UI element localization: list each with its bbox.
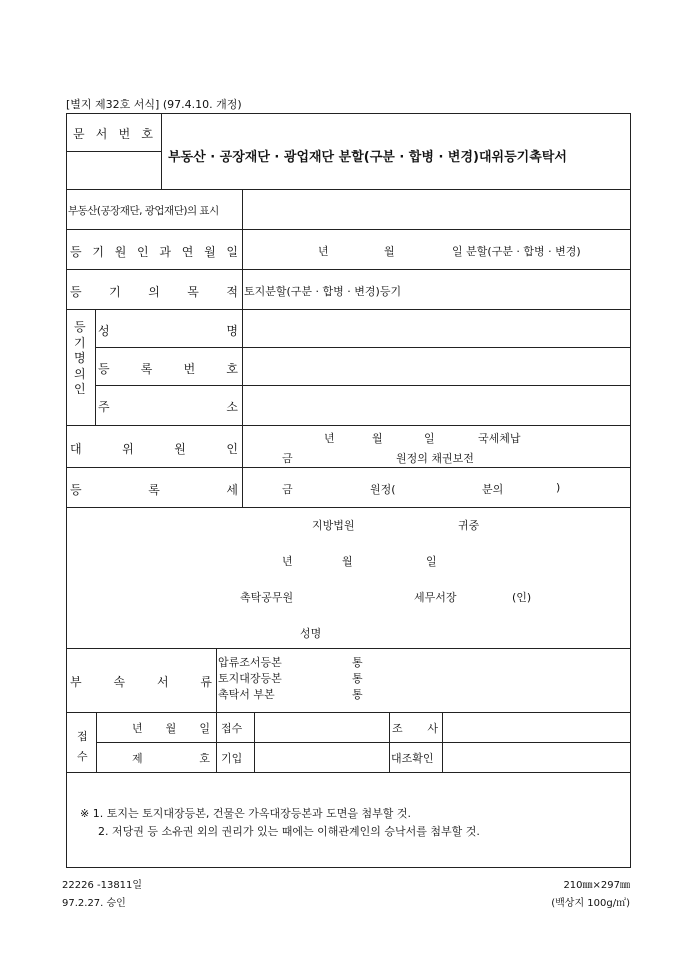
purpose-label: 등 기 의 목 적 — [70, 285, 238, 299]
doc-number-label: 문 서 번 호 — [73, 127, 153, 141]
attachment-item: 촉탁서 부본 — [218, 688, 275, 701]
cause-day-suffix: 일 분할(구분 · 합병 · 변경) — [452, 245, 581, 258]
divider — [66, 269, 631, 270]
subrogation-year: 년 — [324, 432, 335, 445]
subrogation-month: 월 — [372, 432, 383, 445]
attachments-label: 부 속 서 류 — [70, 675, 212, 689]
divider — [66, 648, 631, 649]
nominee-address-label: 주 소 — [98, 400, 238, 414]
nominee-name-label: 성 명 — [98, 324, 238, 338]
official-label: 촉탁공무원 — [240, 591, 294, 604]
chief-label: 세무서장 — [414, 591, 457, 604]
divider — [254, 712, 255, 772]
receipt-number-cells: 제 호 — [132, 752, 210, 765]
divider — [66, 229, 631, 230]
divider — [66, 309, 631, 310]
form-code: 22226 -13811일 — [62, 880, 143, 891]
cause-date-label: 등 기 원 인 과 연 월 일 — [70, 245, 238, 259]
divider — [66, 467, 631, 468]
attachment-item: 압류조서등본 — [218, 656, 282, 669]
receipt-column: 접수 — [221, 722, 243, 735]
regtax-close: ) — [556, 481, 561, 494]
attachment-units: 통 통 통 — [352, 656, 363, 701]
approval-date: 97.2.27. 승인 — [62, 898, 126, 909]
nominee-regno-label: 등 록 번 호 — [98, 362, 238, 376]
regtax-label: 등 록 세 — [70, 483, 238, 497]
divider — [216, 648, 217, 772]
regtax-part: 분의 — [482, 483, 504, 496]
nominee-label: 등 기 명 의 인 — [74, 320, 86, 396]
check-column: 대조확인 — [391, 752, 434, 765]
divider — [66, 772, 631, 773]
divider — [66, 712, 631, 713]
divider — [66, 151, 161, 152]
cause-year: 년 — [318, 245, 329, 258]
divider — [95, 309, 96, 425]
divider — [442, 712, 443, 772]
subrogation-money: 금 — [282, 452, 293, 465]
divider — [96, 712, 97, 772]
note-2: 2. 저당권 등 소유권 외의 권리가 있는 때에는 이해관계인의 승낙서를 첨부할 것. — [98, 825, 480, 838]
request-day: 일 — [426, 555, 437, 568]
request-month: 월 — [342, 555, 353, 568]
subrogation-tax: 국세체납 — [478, 432, 521, 445]
regtax-won: 원정( — [370, 483, 396, 496]
seal-mark: (인) — [512, 591, 532, 604]
request-year: 년 — [282, 555, 293, 568]
divider — [66, 425, 631, 426]
purpose-value: 토지분할(구분 · 합병 · 변경)등기 — [244, 285, 402, 298]
paper-size: 210㎜×297㎜ — [563, 880, 630, 891]
divider — [66, 189, 631, 190]
cause-month: 월 — [384, 245, 395, 258]
form-reference: [별지 제32호 서식] (97.4.10. 개정) — [66, 98, 242, 111]
divider — [96, 742, 631, 743]
divider — [95, 347, 631, 348]
divider — [95, 385, 631, 386]
signer-name-label: 성명 — [300, 627, 322, 640]
divider — [161, 113, 162, 189]
honorific: 귀중 — [458, 519, 480, 532]
court-name: 지방법원 — [312, 519, 355, 532]
divider — [66, 507, 631, 508]
attachment-item: 토지대장등본 — [218, 672, 282, 685]
receipt-date-cells: 년 월 일 — [132, 722, 210, 735]
note-1: ※ 1. 토지는 토지대장등본, 건물은 가옥대장등본과 도면을 첨부할 것. — [80, 807, 411, 820]
paper-type: (백상지 100g/㎡) — [551, 898, 630, 909]
entry-column: 기입 — [221, 752, 243, 765]
divider — [242, 189, 243, 507]
property-display-label: 부동산(공장재단, 광업재단)의 표시 — [68, 205, 219, 217]
regtax-money: 금 — [282, 483, 293, 496]
subrogation-label: 대 위 원 인 — [70, 442, 238, 456]
survey-column: 조 사 — [392, 722, 438, 735]
attachment-list — [218, 655, 282, 703]
subrogation-day: 일 — [424, 432, 435, 445]
receipt-label: 접 수 — [77, 730, 88, 763]
subrogation-bond: 원정의 채권보전 — [396, 452, 474, 465]
divider — [389, 712, 390, 772]
page-title: 부동산 · 공장재단 · 광업재단 분할(구분 · 합병 · 변경)대위등기촉탁서 — [168, 150, 567, 165]
